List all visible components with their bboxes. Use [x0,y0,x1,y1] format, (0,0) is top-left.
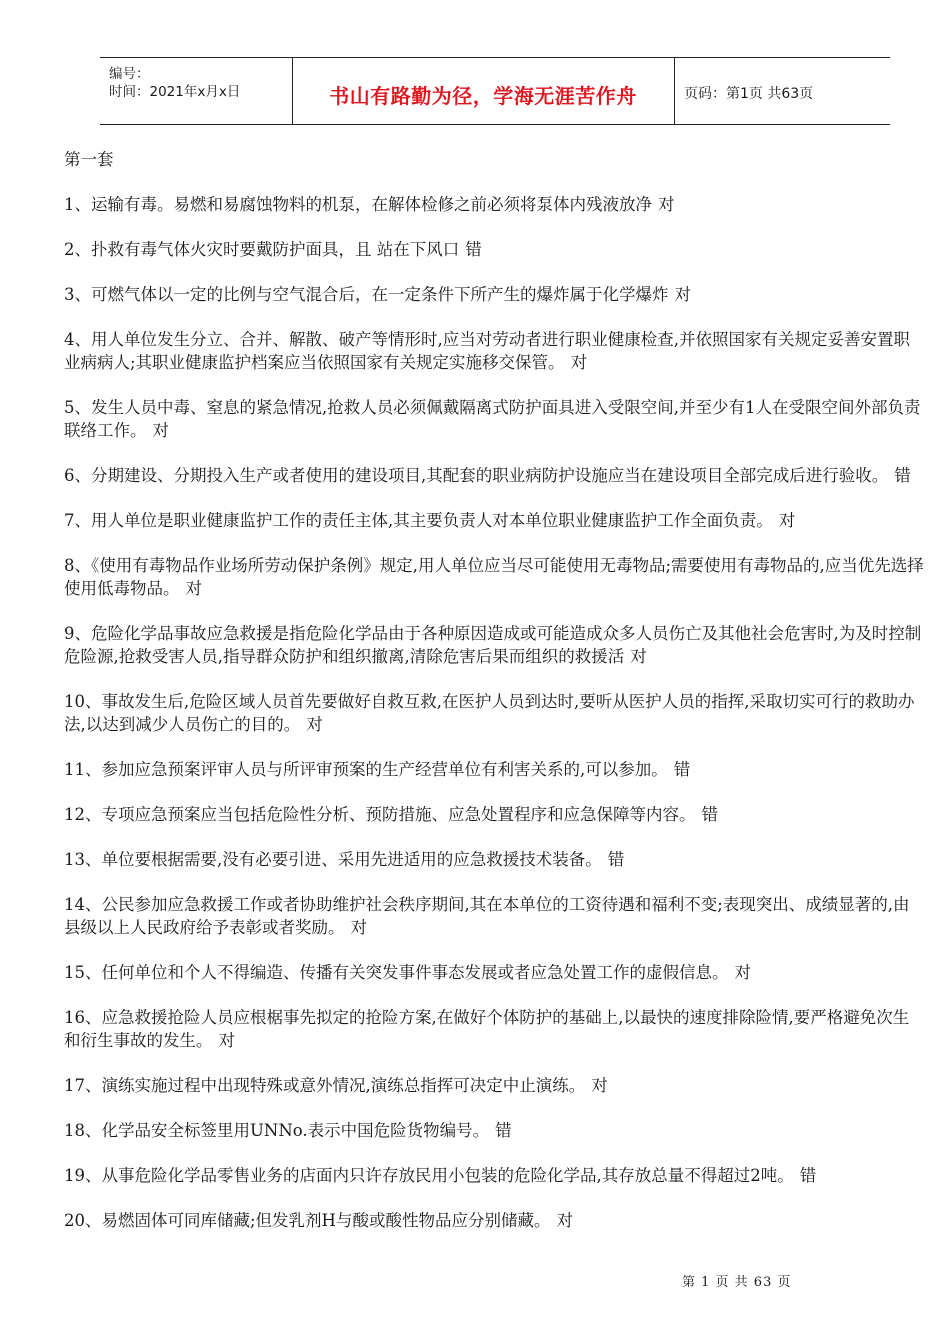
question-answer: 对 [218,1031,235,1050]
set-title: 第一套 [64,150,114,169]
question-answer: 错 [495,1121,512,1140]
question-item [64,961,924,984]
question-text: 15、任何单位和个人不得编造、传播有关突发事件事态发展或者应急处置工作的虚假信息。 [64,963,729,982]
document-number-label: 编号： [109,66,150,82]
question-list [64,193,924,1232]
question-item [64,1209,924,1232]
question-item [64,193,924,216]
header-motto-cell [292,58,675,124]
question-item [64,803,924,826]
question-text: 6、分期建设、分期投入生产或者使用的建设项目,其配套的职业病防护设施应当在建设项目全部完成后进行验收。 [64,466,889,485]
question-item [64,328,924,374]
question-item [64,554,924,600]
header-info-cell [100,58,293,124]
question-answer: 错 [465,240,482,259]
question-item [64,396,924,442]
question-text: 7、用人单位是职业健康监护工作的责任主体,其主要负责人对本单位职业健康监护工作全面负责。 [64,511,773,530]
question-answer: 对 [350,918,367,937]
question-text: 9、危险化学品事故应急救援是指危险化学品由于各种原因造成或可能造成众多人员伤亡及其他社会危害时,为及时控制危险源,抢救受害人员,指导群众防护和组织撤离,清除危害后果而组织的救援活 [64,624,922,666]
question-item [64,238,924,261]
question-answer: 对 [734,963,751,982]
question-text: 3、可燃气体以一定的比例与空气混合后，在一定条件下所产生的爆炸属于化学爆炸 [64,285,669,304]
question-item [64,464,924,487]
question-text: 5、发生人员中毒、窒息的紧急情况,抢救人员必须佩戴隔离式防护面具进入受限空间,并至少有1人在受限空间外部负责联络工作。 [64,398,921,440]
question-text: 8、《使用有毒物品作业场所劳动保护条例》规定,用人单位应当尽可能使用无毒物品;需要使用有毒物品的,应当优先选择使用低毒物品。 [64,556,924,598]
question-answer: 错 [607,850,625,869]
question-answer: 对 [630,647,647,666]
document-time-label: 时间：2021年x月x日 [109,84,241,100]
question-text: 1、运输有毒。易燃和易腐蚀物料的机泵，在解体检修之前必须将泵体内残液放净 [64,195,652,214]
question-answer: 对 [185,579,202,598]
question-text: 18、化学品安全标签里用UNNo.表示中国危险货物编号。 [64,1121,490,1140]
question-text: 11、参加应急预案评审人员与所评审预案的生产经营单位有利害关系的,可以参加。 [64,760,668,779]
question-text: 14、公民参加应急救援工作或者协助维护社会秩序期间,其在本单位的工资待遇和福利不变;表现突出、成绩显著的,由县级以上人民政府给予表彰或者奖励。 [64,895,910,937]
question-answer: 对 [674,285,691,304]
question-text: 17、演练实施过程中出现特殊或意外情况,演练总指挥可决定中止演练。 [64,1076,586,1095]
question-answer: 对 [556,1211,573,1230]
question-answer: 对 [658,195,675,214]
question-text: 16、应急救援抢险人员应根椐事先拟定的抢险方案,在做好个体防护的基础上,以最快的速度排除险情,要严格避免次生和衍生事故的发生。 [64,1008,910,1050]
question-item [64,1164,924,1187]
question-text: 13、单位要根据需要,没有必要引进、采用先进适用的应急救援技术装备。 [64,850,602,869]
question-text: 20、易燃固体可同库储藏;但发乳剂H与酸或酸性物品应分别储藏。 [64,1211,551,1230]
question-answer: 错 [894,466,911,485]
question-answer: 对 [570,353,588,372]
header-page-number: 页码：第1页 共63页 [684,86,814,102]
document-body [64,148,924,1254]
question-item [64,1006,924,1052]
header-page-cell [674,58,890,124]
page-footer: 第 1 页 共 63 页 [682,1275,792,1290]
question-item [64,509,924,532]
question-item [64,848,924,871]
question-answer: 对 [591,1076,608,1095]
question-item [64,1074,924,1097]
question-item [64,758,924,781]
question-answer: 对 [778,511,796,530]
question-item [64,690,924,736]
question-item [64,1119,924,1142]
question-item [64,622,924,668]
question-item [64,283,924,306]
question-answer: 错 [799,1166,817,1185]
question-text: 12、专项应急预案应当包括危险性分析、预防措施、应急处置程序和应急保障等内容。 [64,805,696,824]
question-text: 4、用人单位发生分立、合并、解散、破产等情形时,应当对劳动者进行职业健康检查,并依照国家有关规定妥善安置职业病病人;其职业健康监护档案应当依照国家有关规定实施移交保管。 [64,330,910,372]
question-answer: 错 [701,805,718,824]
header-motto: 书山有路勤为径，学海无涯苦作舟 [329,84,637,108]
question-answer: 对 [306,715,323,734]
question-text: 10、事故发生后,危险区域人员首先要做好自救互救,在医护人员到达时,要听从医护人员的指挥,采取切实可行的救助办法,以达到减少人员伤亡的目的。 [64,692,915,734]
question-answer: 错 [673,760,691,779]
question-answer: 对 [152,421,169,440]
question-text: 19、从事危险化学品零售业务的店面内只许存放民用小包装的危险化学品,其存放总量不得超过2吨。 [64,1166,794,1185]
question-item [64,893,924,939]
question-text: 2、扑救有毒气体火灾时要戴防护面具，且 站在下风口 [64,240,460,259]
page-header [100,57,890,125]
